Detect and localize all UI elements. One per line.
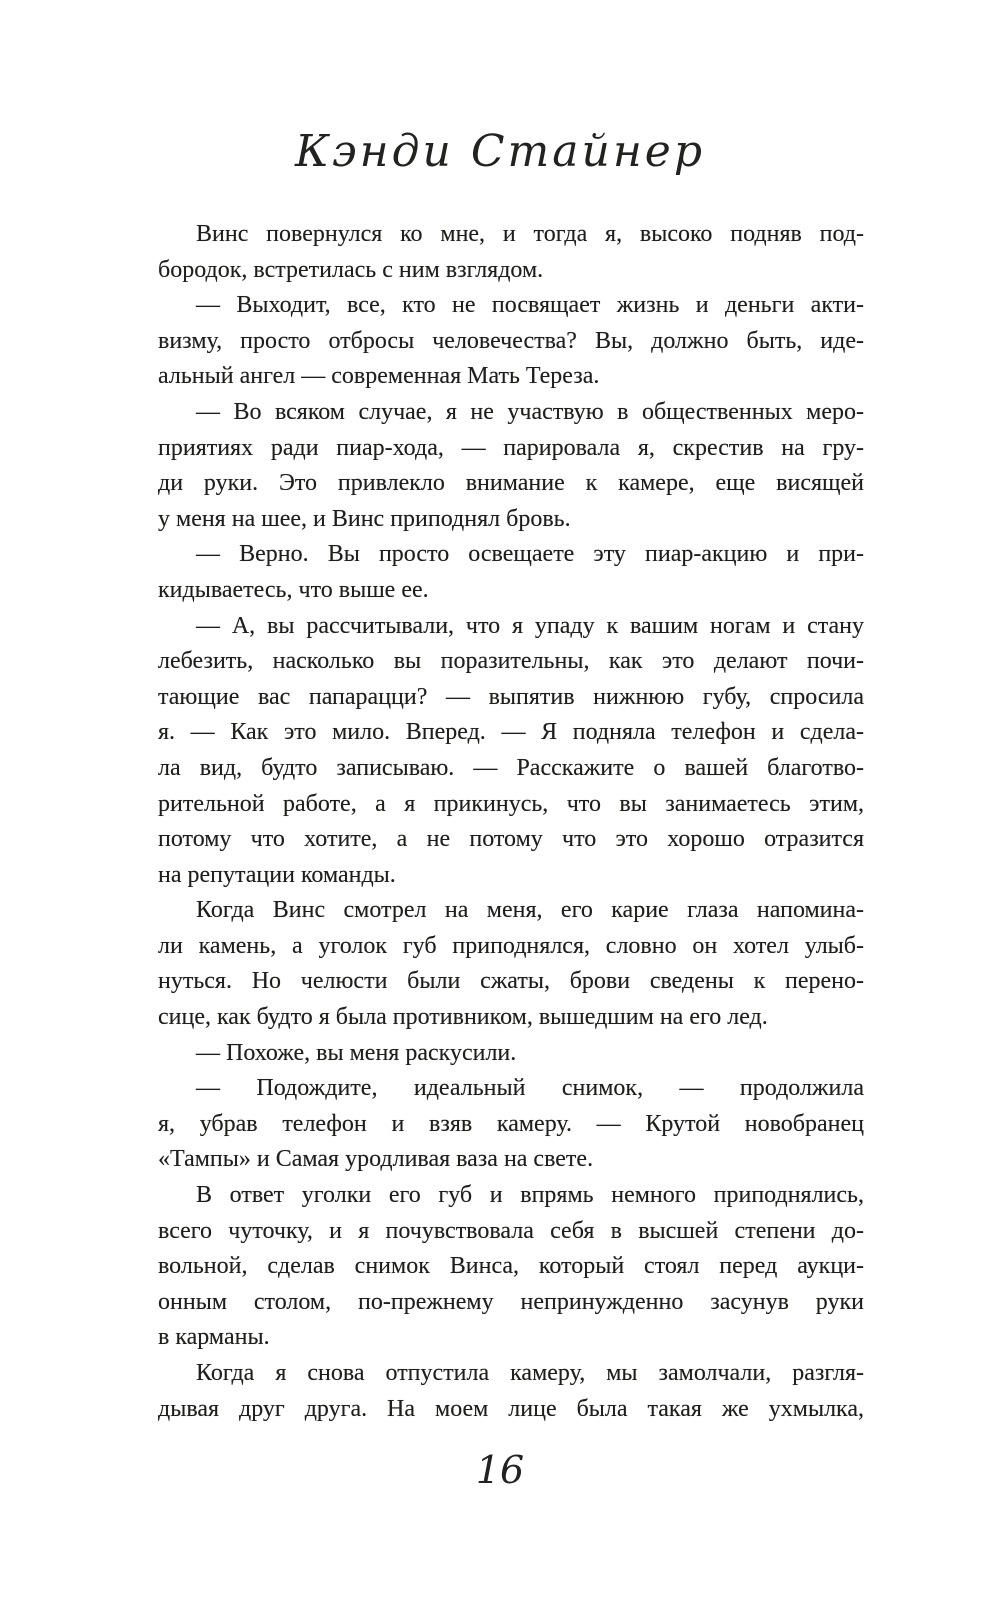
page-number: 16: [475, 1448, 525, 1492]
text-line: «Тампы» и Самая уродливая ваза на свете.: [158, 1146, 594, 1173]
paragraph: [158, 288, 864, 395]
paragraph: [158, 217, 864, 288]
text-line: Когда я снова отпустила камеру, мы замолчали, разгля-: [196, 1360, 864, 1386]
paragraph: [158, 395, 864, 537]
text-line: — Подождите, идеальный снимок, — продолжила: [196, 1075, 864, 1102]
text-line: тающие вас папарацци? — выпятив нижнюю губу, спросила: [158, 683, 864, 710]
paragraph: [158, 537, 864, 608]
text-line: ла вид, будто записываю. — Расскажите о вашей благотво-: [158, 754, 864, 781]
text-line: — Верно. Вы просто освещаете эту пиар-акцию и при-: [196, 541, 864, 568]
text-line: кидываетесь, что выше ее.: [158, 576, 429, 603]
text-line: В ответ уголки его губ и впрямь немного приподнялись,: [196, 1182, 864, 1209]
text-line: Винс повернулся ко мне, и тогда я, высоко подняв под-: [196, 221, 864, 247]
text-line: потому что хотите, а не потому что это хорошо отразится: [158, 826, 864, 853]
text-line: — Похоже, вы меня раскусили.: [196, 1039, 517, 1066]
text-line: ди руки. Это привлекло внимание к камере, еще висящей: [158, 470, 864, 497]
text-line: я, убрав телефон и взяв камеру. — Крутой новобранец: [158, 1110, 864, 1137]
text-line: бородок, встретилась с ним взглядом.: [158, 256, 544, 283]
text-line: — А, вы рассчитывали, что я упаду к вашим ногам и стану: [196, 612, 864, 639]
text-line: ли камень, а уголок губ приподнялся, словно он хотел улыб-: [158, 932, 864, 959]
text-line: всего чуточку, и я почувствовала себя в высшей степени до-: [158, 1217, 864, 1244]
paragraph: [158, 1178, 864, 1356]
paragraph: [158, 1356, 864, 1427]
text-line: приятиях ради пиар-хода, — парировала я, скрестив на гру-: [158, 434, 864, 461]
paragraph: [158, 893, 864, 1035]
text-line: дывая друг друга. На моем лице была такая же ухмылка,: [158, 1395, 864, 1422]
text-line: онным столом, по-прежнему непринужденно засунув руки: [158, 1288, 864, 1315]
text-line: в карманы.: [158, 1324, 270, 1351]
text-line: нуться. Но челюсти были сжаты, брови сведены к перено-: [158, 968, 864, 995]
text-line: я. — Как это мило. Вперед. — Я подняла телефон и сдела-: [158, 719, 864, 746]
text-line: лебезить, насколько вы поразительны, как это делают почи-: [158, 648, 864, 675]
text-line: вольной, сделав снимок Винса, который стоял перед аукци-: [158, 1253, 864, 1280]
running-head: Кэнди Стайнер: [294, 126, 706, 177]
text-line: Когда Винс смотрел на меня, его карие глаза напомина-: [196, 897, 864, 924]
paragraph: [158, 1036, 864, 1072]
text-line: на репутации команды.: [158, 861, 396, 888]
paragraph: [158, 1071, 864, 1178]
text-line: — Выходит, все, кто не посвящает жизнь и деньги акти-: [196, 292, 864, 319]
paragraph: [158, 609, 864, 894]
body-text: [158, 217, 864, 1427]
text-line: у меня на шее, и Винс приподнял бровь.: [158, 505, 571, 532]
text-line: сице, как будто я была противником, вышедшим на его лед.: [158, 1004, 768, 1031]
text-line: визму, просто отбросы человечества? Вы, должно быть, иде-: [158, 327, 864, 354]
text-line: рительной работе, а я прикинусь, что вы занимаетесь этим,: [158, 790, 864, 817]
text-line: альный ангел — современная Мать Тереза.: [158, 363, 600, 390]
text-line: — Во всяком случае, я не участвую в общественных меро-: [196, 398, 864, 425]
